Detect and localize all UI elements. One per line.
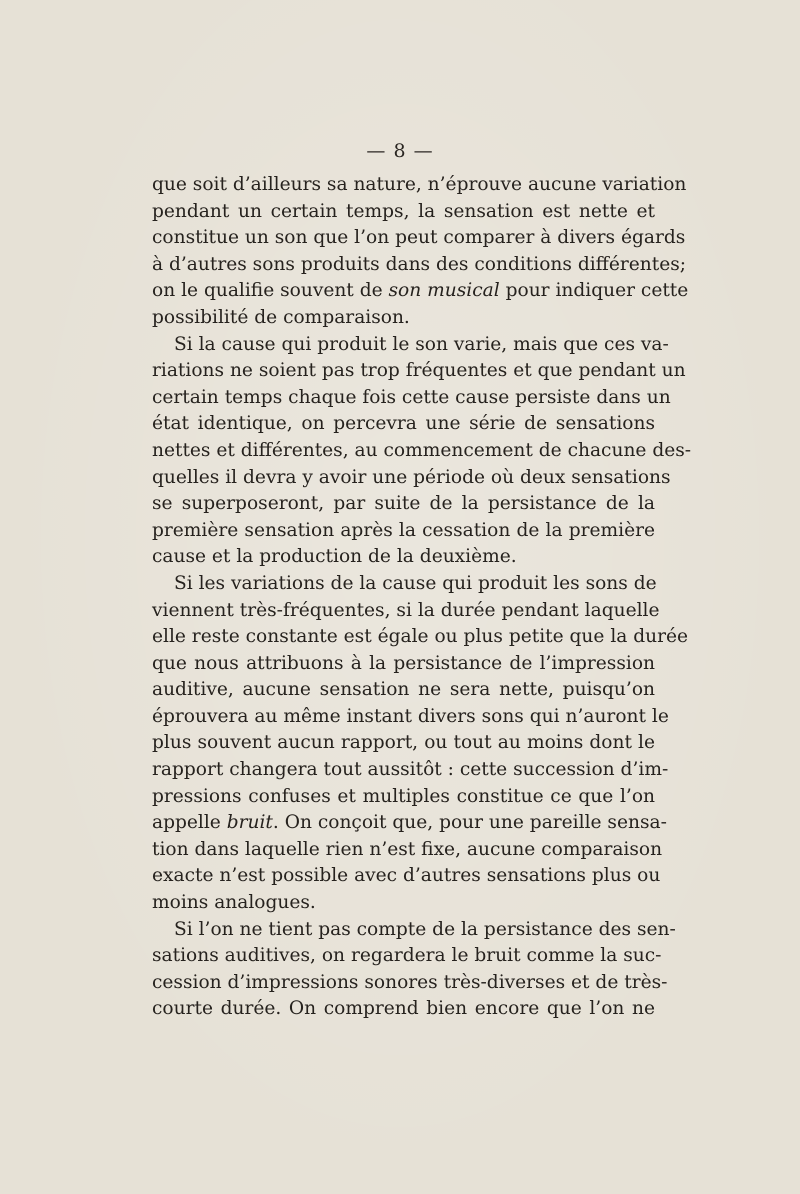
text-line: elle reste constante est égale ou plus petite que la durée	[152, 626, 689, 648]
text-line: Si les variations de la cause qui produit les sons de	[174, 572, 657, 594]
text-line	[152, 810, 667, 837]
text-line: plus souvent aucun rapport, ou tout au moins dont le	[152, 732, 655, 754]
text-fragment: . On conçoit que, pour une pareille sensa-	[272, 812, 667, 834]
page-number: — 8 —	[366, 140, 434, 162]
text-line	[152, 278, 689, 305]
text-line: auditive, aucune sensation ne sera nette, puisqu’on	[152, 679, 655, 701]
text-line: cause et la production de la deuxième.	[152, 546, 517, 568]
text-line: certain temps chaque fois cette cause persiste dans un	[152, 386, 671, 408]
paragraph	[152, 332, 692, 571]
body-text	[152, 172, 692, 1023]
text-line: possibilité de comparaison.	[152, 306, 410, 328]
text-line: première sensation après la cessation de la première	[152, 519, 655, 541]
text-fragment: pour indiquer cette	[499, 280, 689, 302]
text-line: sations auditives, on regardera le bruit comme la suc-	[152, 945, 662, 967]
text-line: que soit d’ailleurs sa nature, n’éprouve aucune variation	[152, 174, 687, 195]
text-line: à d’autres sons produits dans des conditions différentes;	[152, 253, 687, 275]
text-line: cession d’impressions sonores très-diverses et de très-	[152, 971, 668, 993]
text-line: rapport changera tout aussitôt : cette succession d’im-	[152, 759, 669, 781]
text-line: constitue un son que l’on peut comparer à divers égards	[152, 227, 686, 249]
text-line: quelles il devra y avoir une période où deux sensations	[152, 466, 671, 488]
text-line: que nous attribuons à la persistance de l’impression	[152, 652, 655, 674]
text-line: Si l’on ne tient pas compte de la persistance des sen-	[174, 918, 676, 940]
text-line: Si la cause qui produit le son varie, mais que ces va-	[174, 333, 669, 355]
text-line: état identique, on percevra une série de sensations	[152, 413, 655, 435]
italic-term: bruit	[226, 812, 273, 834]
paragraph	[152, 571, 689, 917]
paragraph	[152, 917, 676, 1023]
text-line: nettes et différentes, au commencement de chacune des-	[152, 439, 692, 461]
italic-term: son musical	[388, 280, 500, 302]
text-line: se superposeront, par suite de la persistance de la	[152, 493, 655, 515]
text-line: riations ne soient pas trop fréquentes et que pendant un	[152, 360, 686, 382]
text-fragment: appelle	[152, 812, 227, 834]
text-line: éprouvera au même instant divers sons qui n’auront le	[152, 705, 669, 727]
text-fragment: on le qualifie souvent de	[152, 280, 389, 302]
text-line: moins analogues.	[152, 892, 316, 914]
text-line: pendant un certain temps, la sensation est nette et	[152, 200, 655, 222]
text-line: viennent très-fréquentes, si la durée pendant laquelle	[152, 599, 660, 621]
text-line: pressions confuses et multiples constitue ce que l’on	[152, 785, 655, 807]
text-line: tion dans laquelle rien n’est fixe, aucune comparaison	[152, 838, 663, 860]
paragraph	[152, 172, 689, 332]
text-line: exacte n’est possible avec d’autres sensations plus ou	[152, 865, 661, 887]
text-line: courte durée. On comprend bien encore que l’on ne	[152, 998, 655, 1020]
